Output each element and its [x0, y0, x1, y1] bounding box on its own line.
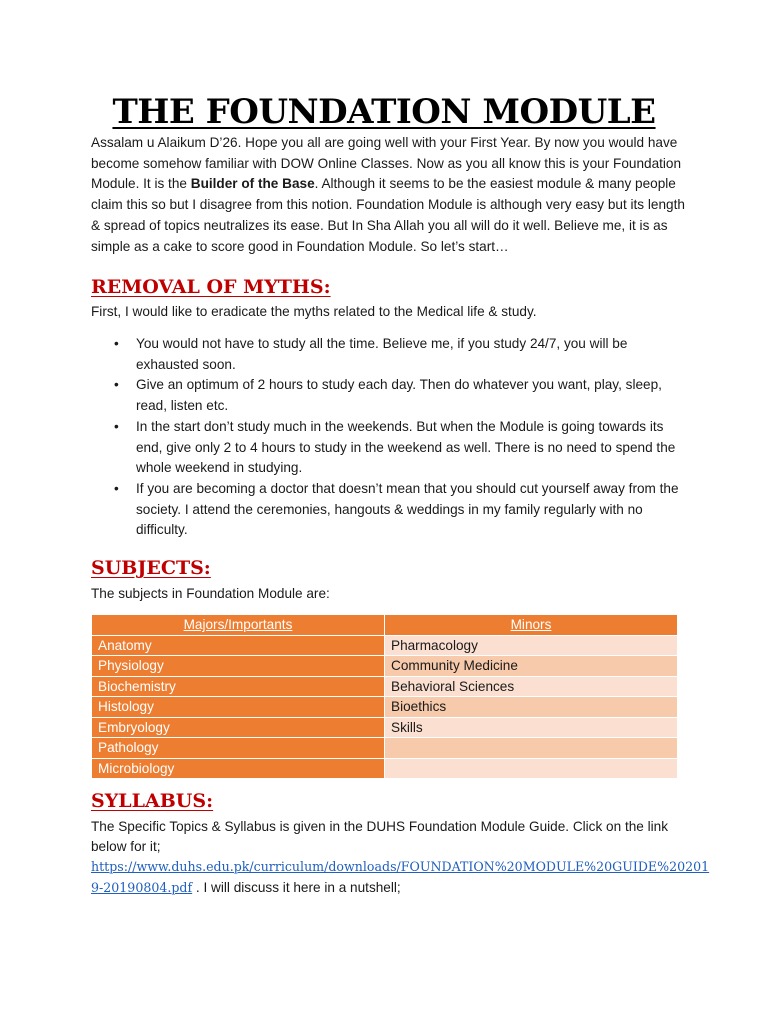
table-row	[92, 676, 678, 697]
list-item	[114, 417, 692, 479]
major-cell: Microbiology	[92, 758, 385, 779]
minor-cell: Behavioral Sciences	[385, 676, 678, 697]
major-cell: Biochemistry	[92, 676, 385, 697]
myth-text: You would not have to study all the time. Believe me, if you study 24/7, you will be exhausted soon.	[136, 336, 628, 372]
minor-cell: Community Medicine	[385, 656, 678, 677]
minor-cell: Bioethics	[385, 697, 678, 718]
syllabus-link-line-2	[91, 878, 691, 899]
table-row	[92, 738, 678, 759]
table-row	[92, 717, 678, 738]
subjects-heading: SUBJECTS:	[91, 557, 211, 579]
intro-text-2: . Although it seems to be the easiest module & many people claim this so but I disagree from this notion. Foundation Module is although very easy but its length & spread of topics neutralizes its ease. But In Sha Allah you all will do it well. Believe me, it is as simple as a cake to score good in Foundation Module. So let’s start…	[91, 176, 685, 254]
table-row	[92, 758, 678, 779]
major-cell: Physiology	[92, 656, 385, 677]
minor-cell	[385, 738, 678, 759]
major-cell: Histology	[92, 697, 385, 718]
major-cell: Anatomy	[92, 635, 385, 656]
myth-text: In the start don’t study much in the weekends. But when the Module is going towards its end, give only 2 to 4 hours to study in the weekend as well. There is no need to spend the whole weekend in studying.	[136, 418, 676, 476]
guide-link-continued[interactable]: 9-20190804.pdf	[91, 880, 193, 895]
after-link-text: . I will discuss it here in a nutshell;	[192, 880, 401, 895]
myths-intro: First, I would like to eradicate the myths related to the Medical life & study.	[91, 304, 537, 319]
intro-text-1: Assalam u Alaikum D’26. Hope you all are going well with your First Year. By now you would have become somehow familiar with DOW Online Classes. Now as you all know this is your Foundation Module. It is the	[91, 135, 682, 192]
syllabus-text-line-2: below for it;	[91, 839, 161, 854]
list-item	[114, 334, 692, 375]
column-header-majors: Majors/Importants	[92, 615, 385, 636]
table-row	[92, 635, 678, 656]
list-item	[114, 375, 692, 416]
bullet-icon: •	[114, 377, 119, 393]
guide-link[interactable]: https://www.duhs.edu.pk/curriculum/downloads/FOUNDATION%20MODULE%20GUIDE%20201	[91, 859, 710, 874]
minor-cell: Skills	[385, 717, 678, 738]
minor-cell: Pharmacology	[385, 635, 678, 656]
table-row	[92, 656, 678, 677]
syllabus-heading: SYLLABUS:	[91, 790, 214, 812]
major-cell: Pathology	[92, 738, 385, 759]
subjects-intro: The subjects in Foundation Module are:	[91, 586, 330, 601]
page-title: THE FOUNDATION MODULE	[112, 92, 656, 132]
bullet-icon: •	[114, 480, 119, 496]
myths-heading: REMOVAL OF MYTHS:	[91, 276, 331, 298]
bullet-icon: •	[114, 336, 119, 351]
table-header-row	[92, 615, 678, 636]
subjects-table	[91, 614, 678, 779]
myth-text: If you are becoming a doctor that doesn’t mean that you should cut yourself away from the society. I attend the ceremonies, hangouts & weddings in my family regularly with no difficulty.	[136, 480, 679, 538]
list-item	[114, 479, 692, 541]
major-cell: Embryology	[92, 717, 385, 738]
table-row	[92, 697, 678, 718]
minor-cell	[385, 758, 678, 779]
syllabus-link-line-1	[91, 857, 710, 878]
myths-list	[114, 334, 692, 541]
myth-text: Give an optimum of 2 hours to study each day. Then do whatever you want, play, sleep, read, listen etc.	[136, 377, 662, 414]
intro-paragraph	[91, 133, 691, 257]
bullet-icon: •	[114, 418, 119, 434]
column-header-minors: Minors	[385, 615, 678, 636]
intro-bold-text: Builder of the Base	[190, 176, 315, 192]
syllabus-text-line-1: The Specific Topics & Syllabus is given in the DUHS Foundation Module Guide. Click on the link	[91, 819, 669, 834]
